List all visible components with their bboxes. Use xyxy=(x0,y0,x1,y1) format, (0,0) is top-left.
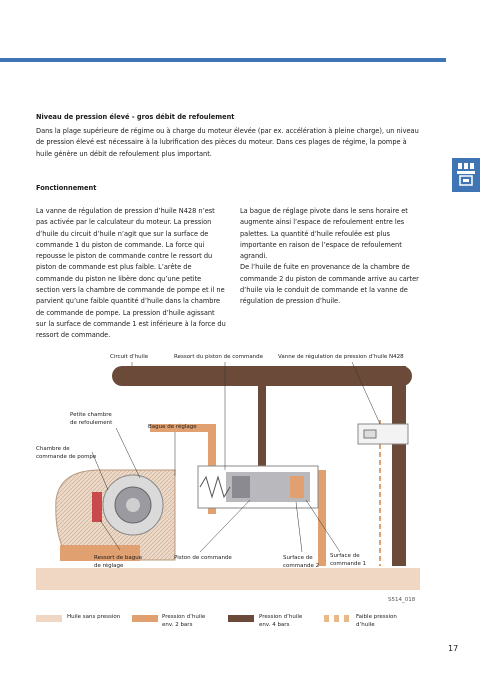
oil-sump xyxy=(36,568,420,590)
label-small-chamber: Petite chambre de refoulement xyxy=(70,412,113,426)
legend-swatch-no-pressure xyxy=(36,615,62,622)
label-ring-spring: Ressort de bague de réglage xyxy=(94,555,143,569)
label-valve-n428: Vanne de régulation de pression d’huile N428 xyxy=(278,354,404,360)
legend-swatch-4bar xyxy=(228,615,254,622)
label-surface-2: Surface de commande 2 xyxy=(283,555,320,569)
legend-label-4bar: Pression d’huile env. 4 bars xyxy=(259,614,303,628)
figure-code: S514_018 xyxy=(388,597,416,603)
ring-spring xyxy=(92,492,102,522)
section-title-function: Fonctionnement xyxy=(36,184,97,192)
label-surface-1: Surface de commande 1 xyxy=(330,553,367,567)
page-number: 17 xyxy=(448,644,459,653)
oil-circuit-line xyxy=(112,366,412,386)
label-adjusting-ring: Bague de réglage xyxy=(148,424,197,430)
legend-swatch-low-pressure xyxy=(324,613,352,623)
label-pump-chamber: Chambre de commande de pompe xyxy=(36,446,97,460)
legend-label-low-pressure: Faible pression d’huile xyxy=(356,614,397,628)
label-control-piston: Piston de commande xyxy=(174,555,232,561)
intro-paragraph: Dans la plage supérieure de régime ou à charge du moteur élevée (par ex. accélération à pleine charge), un niveau de pression élevé est nécessaire à la lubrification des pièces du moteur. Dans ces plages de régime, la pompe à huile génère un débit de refoulement plus important. xyxy=(36,127,419,158)
legend-swatch-2bar xyxy=(132,615,158,622)
legend-label-2bar: Pression d’huile env. 2 bars xyxy=(162,614,206,628)
left-column-text: La vanne de régulation de pression d’huile N428 n’est pas activée par le calculateur du moteur. La pression d’huile du circuit d’huile n’agit que sur la surface de commande 1 du piston de commande. La force qui repousse le piston de commande contre le ressort du piston de commande est plus faible. L’arête de commande du piston ne libère donc qu’une petite section vers la chambre de commande de pompe et il ne parvient qu’une faible quantité d’huile dans la chambre de commande de pompe. La pression d’huile agissant sur la surface de commande 1 est inférieure à la force du ressort de commande. xyxy=(36,207,226,340)
section-title-high-pressure: Niveau de pression élevé - gros débit de refoulement xyxy=(36,113,235,121)
legend-label-no-pressure: Huile sans pression xyxy=(67,614,121,620)
right-column-text-1: La bague de réglage pivote dans le sens horaire et augmente ainsi l’espace de refoulement entre les palettes. La quantité d’huile refoulée est plus importante en raison de l’espace de refoulement agrandi. xyxy=(240,207,408,261)
right-column-text-2: De l’huile de fuite en provenance de la chambre de commande 2 du piston de commande arrive au carter d’huile via le conduit de commande et la vanne de régulation de pression d’huile. xyxy=(240,263,419,306)
label-piston-spring: Ressort du piston de commande xyxy=(174,354,264,360)
label-oil-circuit: Circuit d’huile xyxy=(110,354,149,360)
